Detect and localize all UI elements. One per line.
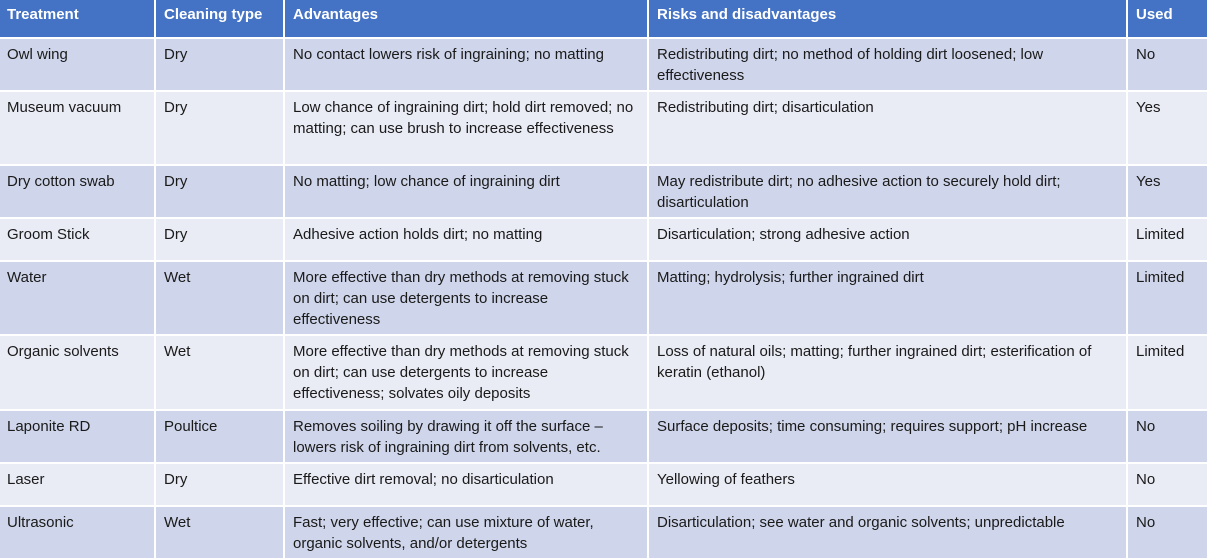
cell-treatment: Organic solvents [0,335,155,410]
table-row [0,91,1208,165]
cell-type: Dry [155,38,284,91]
cell-type: Dry [155,218,284,261]
cell-risks: Disarticulation; see water and organic solvents; unpredictable [648,506,1127,559]
table-row [0,506,1208,559]
cell-treatment: Laponite RD [0,410,155,463]
cell-advantages: Removes soiling by drawing it off the surface – lowers risk of ingraining dirt from solvents, etc. [284,410,648,463]
cell-used: No [1127,38,1208,91]
cell-risks: Yellowing of feathers [648,463,1127,506]
header-row [0,0,1208,38]
cell-advantages: No matting; low chance of ingraining dirt [284,165,648,218]
cell-treatment: Museum vacuum [0,91,155,165]
table-row [0,261,1208,335]
cell-risks: Matting; hydrolysis; further ingrained dirt [648,261,1127,335]
table-row [0,335,1208,410]
cell-used: No [1127,463,1208,506]
header-used: Used [1127,0,1208,38]
cell-advantages: Fast; very effective; can use mixture of water, organic solvents, and/or detergents [284,506,648,559]
cell-risks: Loss of natural oils; matting; further ingrained dirt; esterification of keratin (ethanol) [648,335,1127,410]
cell-type: Poultice [155,410,284,463]
header-advantages: Advantages [284,0,648,38]
cell-type: Wet [155,506,284,559]
header-risks: Risks and disadvantages [648,0,1127,38]
cell-risks: Redistributing dirt; disarticulation [648,91,1127,165]
header-cleaning-type: Cleaning type [155,0,284,38]
cell-used: Limited [1127,261,1208,335]
table-row [0,218,1208,261]
cell-type: Dry [155,165,284,218]
cell-used: Limited [1127,218,1208,261]
cell-type: Dry [155,463,284,506]
cell-advantages: Effective dirt removal; no disarticulation [284,463,648,506]
cell-advantages: No contact lowers risk of ingraining; no matting [284,38,648,91]
cell-treatment: Dry cotton swab [0,165,155,218]
cell-used: Yes [1127,91,1208,165]
cell-type: Dry [155,91,284,165]
cell-treatment: Water [0,261,155,335]
header-treatment: Treatment [0,0,155,38]
cell-used: No [1127,410,1208,463]
cell-risks: Surface deposits; time consuming; requires support; pH increase [648,410,1127,463]
cell-advantages: More effective than dry methods at removing stuck on dirt; can use detergents to increase effectiveness; solvates oily deposits [284,335,648,410]
cell-advantages: Low chance of ingraining dirt; hold dirt removed; no matting; can use brush to increase effectiveness [284,91,648,165]
cell-used: Limited [1127,335,1208,410]
cell-risks: May redistribute dirt; no adhesive action to securely hold dirt; disarticulation [648,165,1127,218]
cell-type: Wet [155,261,284,335]
cell-used: Yes [1127,165,1208,218]
cell-advantages: Adhesive action holds dirt; no matting [284,218,648,261]
cell-advantages: More effective than dry methods at removing stuck on dirt; can use detergents to increase effectiveness [284,261,648,335]
cell-used: No [1127,506,1208,559]
cell-treatment: Owl wing [0,38,155,91]
table-row [0,463,1208,506]
cell-risks: Redistributing dirt; no method of holding dirt loosened; low effectiveness [648,38,1127,91]
table-row [0,165,1208,218]
table-row [0,38,1208,91]
cell-type: Wet [155,335,284,410]
cell-treatment: Laser [0,463,155,506]
table-row [0,410,1208,463]
cell-treatment: Ultrasonic [0,506,155,559]
cell-treatment: Groom Stick [0,218,155,261]
cell-risks: Disarticulation; strong adhesive action [648,218,1127,261]
